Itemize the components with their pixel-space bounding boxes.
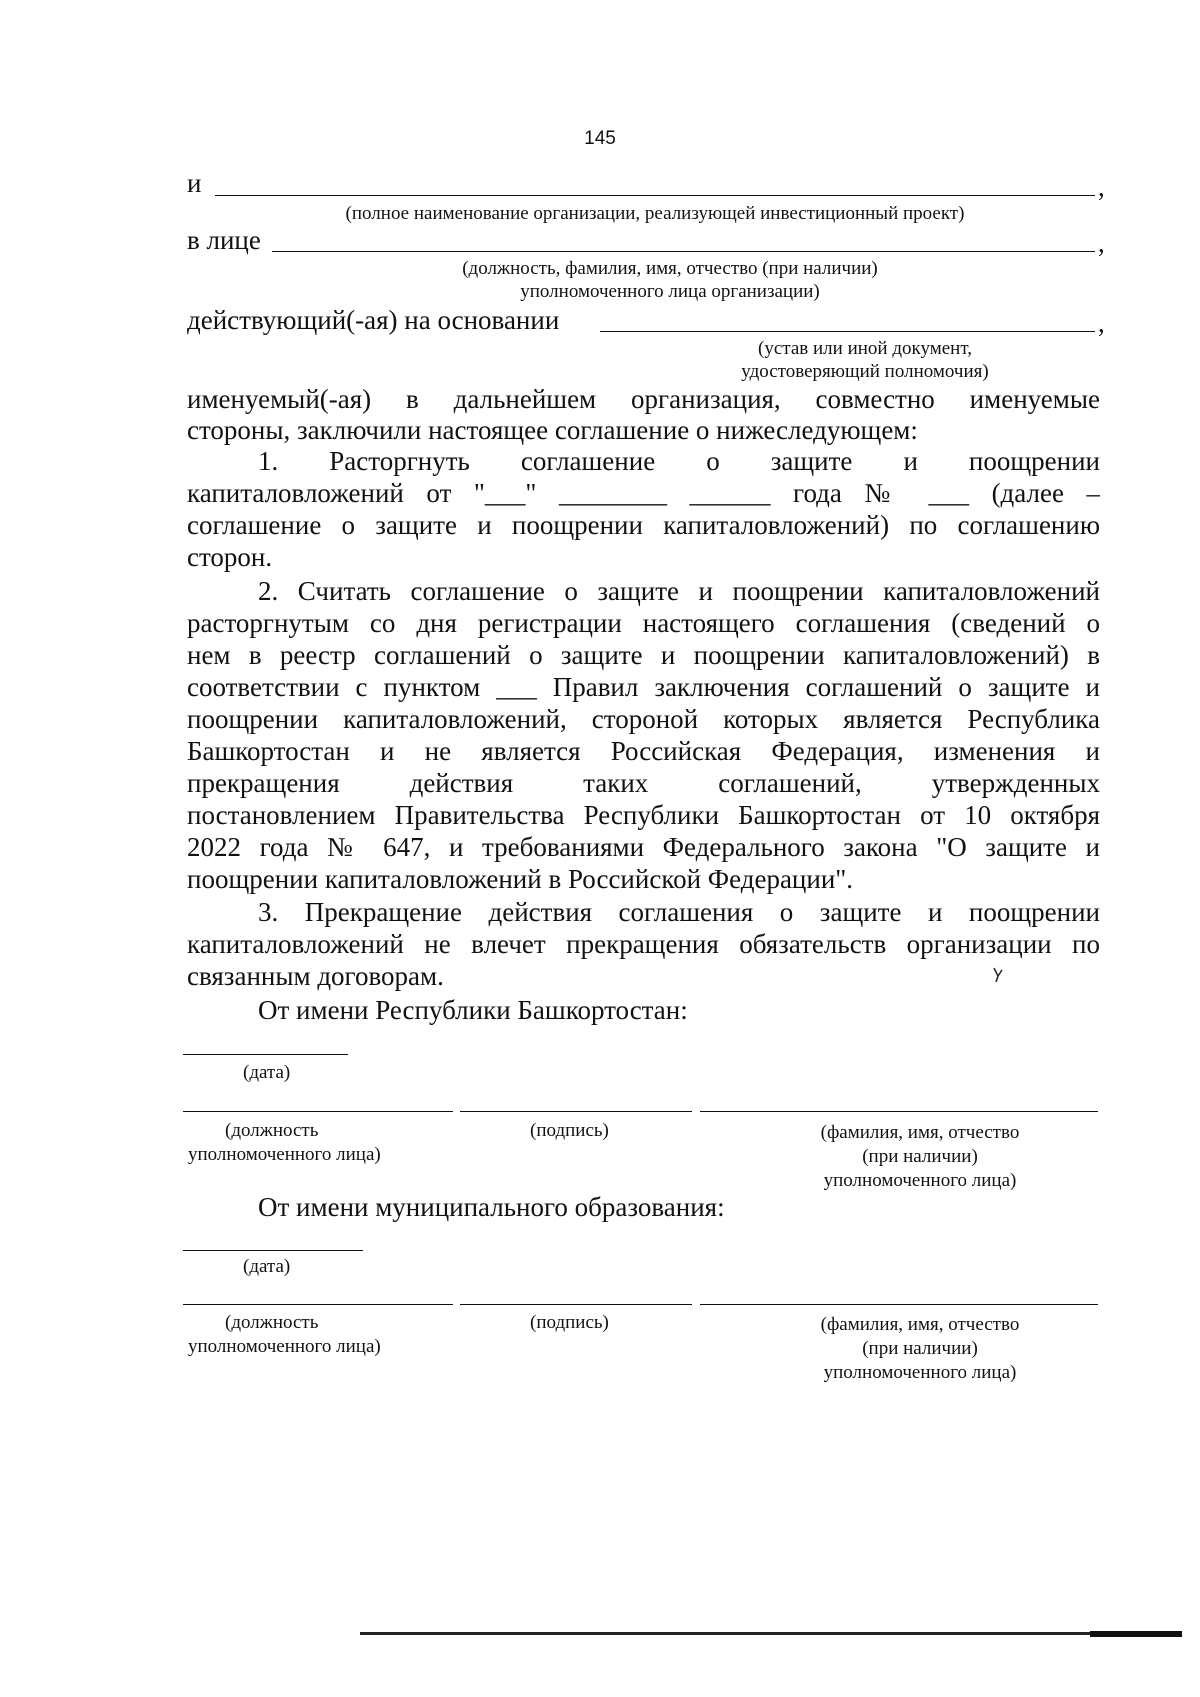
paragraph-2-line: 2. Считать соглашение о защите и поощрении капиталовложений <box>258 576 1100 606</box>
comma: , <box>1098 172 1105 202</box>
name-caption: (фамилия, имя, отчество <box>820 1314 1020 1335</box>
name-caption: уполномоченного лица) <box>823 1170 1017 1191</box>
sign-mo-heading: От имени муниципального образования: <box>258 1192 725 1222</box>
paragraph-2-line: постановлением Правительства Республики Башкортостан от 10 октября <box>187 800 1100 830</box>
paragraph-3-line: 3. Прекращение действия соглашения о защите и поощрении <box>258 897 1100 927</box>
date-caption: (дата) <box>243 1062 291 1083</box>
person-caption: (должность, фамилия, имя, отчество (при наличии) <box>462 258 878 279</box>
position-blank <box>183 1304 453 1305</box>
basis-caption: (устав или иной документ, <box>758 338 972 359</box>
intro-line: стороны, заключили настоящее соглашение о нижеследующем: <box>187 415 918 445</box>
position-caption: уполномоченного лица) <box>188 1144 381 1165</box>
date-blank <box>183 1250 363 1251</box>
acting-label: действующий(-ая) на основании <box>187 305 560 335</box>
and-label: и <box>187 168 202 198</box>
paragraph-1-line: капиталовложений от "___" ________ ______ года № ___ (далее – <box>187 478 1100 508</box>
position-caption: (должность <box>225 1120 319 1141</box>
page-bottom-edge <box>360 1632 1182 1635</box>
paragraph-2-line: поощрении капиталовложений, стороной которых является Республика <box>187 704 1100 734</box>
name-caption: (при наличии) <box>862 1338 978 1359</box>
name-blank <box>700 1111 1098 1112</box>
date-caption: (дата) <box>243 1256 291 1277</box>
org-name-blank <box>215 195 1095 196</box>
person-caption: уполномоченного лица организации) <box>520 281 820 302</box>
page-number: 145 <box>584 128 616 149</box>
position-blank <box>183 1111 453 1112</box>
page-bottom-edge <box>1090 1631 1182 1637</box>
signature-caption: (подпись) <box>530 1120 609 1141</box>
in-person-label: в лице <box>187 225 261 255</box>
intro-line: именуемый(-ая) в дальнейшем организация, совместно именуемые <box>187 384 1100 414</box>
position-caption: (должность <box>225 1312 319 1333</box>
paragraph-2-line: 2022 года № 647, и требованиями Федерального закона "О защите и <box>187 832 1100 862</box>
paragraph-2-line: соответствии с пунктом ___ Правил заключения соглашений о защите и <box>187 672 1100 702</box>
comma: , <box>1098 308 1105 338</box>
basis-blank <box>600 331 1095 332</box>
name-caption: (при наличии) <box>862 1146 978 1167</box>
paragraph-1-line: соглашение о защите и поощрении капиталовложений) по соглашению <box>187 510 1100 540</box>
date-blank <box>183 1054 348 1055</box>
name-caption: уполномоченного лица) <box>823 1362 1017 1383</box>
person-blank <box>272 251 1095 252</box>
basis-caption: удостоверяющий полномочия) <box>741 361 989 382</box>
comma: , <box>1098 228 1105 258</box>
name-caption: (фамилия, имя, отчество <box>820 1122 1020 1143</box>
signature-blank <box>460 1304 692 1305</box>
paragraph-2-line: нем в реестр соглашений о защите и поощрении капиталовложений) в <box>187 640 1100 670</box>
sign-rb-heading: От имени Республики Башкортостан: <box>258 995 688 1025</box>
name-blank <box>700 1304 1098 1305</box>
paragraph-3-line: связанным договорам. <box>187 961 444 991</box>
scan-mark <box>992 966 1004 989</box>
paragraph-3-line: капиталовложений не влечет прекращения обязательств организации по <box>187 929 1100 959</box>
scan-tick-icon <box>992 966 1004 984</box>
paragraph-1-line: сторон. <box>187 542 273 572</box>
paragraph-2-line: поощрении капиталовложений в Российской Федерации". <box>187 864 854 894</box>
paragraph-1-line: 1. Расторгнуть соглашение о защите и поощрении <box>258 446 1100 476</box>
org-caption: (полное наименование организации, реализующей инвестиционный проект) <box>345 203 965 224</box>
paragraph-2-line: расторгнутым со дня регистрации настоящего соглашения (сведений о <box>187 608 1100 638</box>
signature-caption: (подпись) <box>530 1312 609 1333</box>
paragraph-2-line: прекращения действия таких соглашений, утвержденных <box>187 768 1100 798</box>
paragraph-2-line: Башкортостан и не является Российская Федерация, изменения и <box>187 736 1100 766</box>
signature-blank <box>460 1111 692 1112</box>
position-caption: уполномоченного лица) <box>188 1336 381 1357</box>
